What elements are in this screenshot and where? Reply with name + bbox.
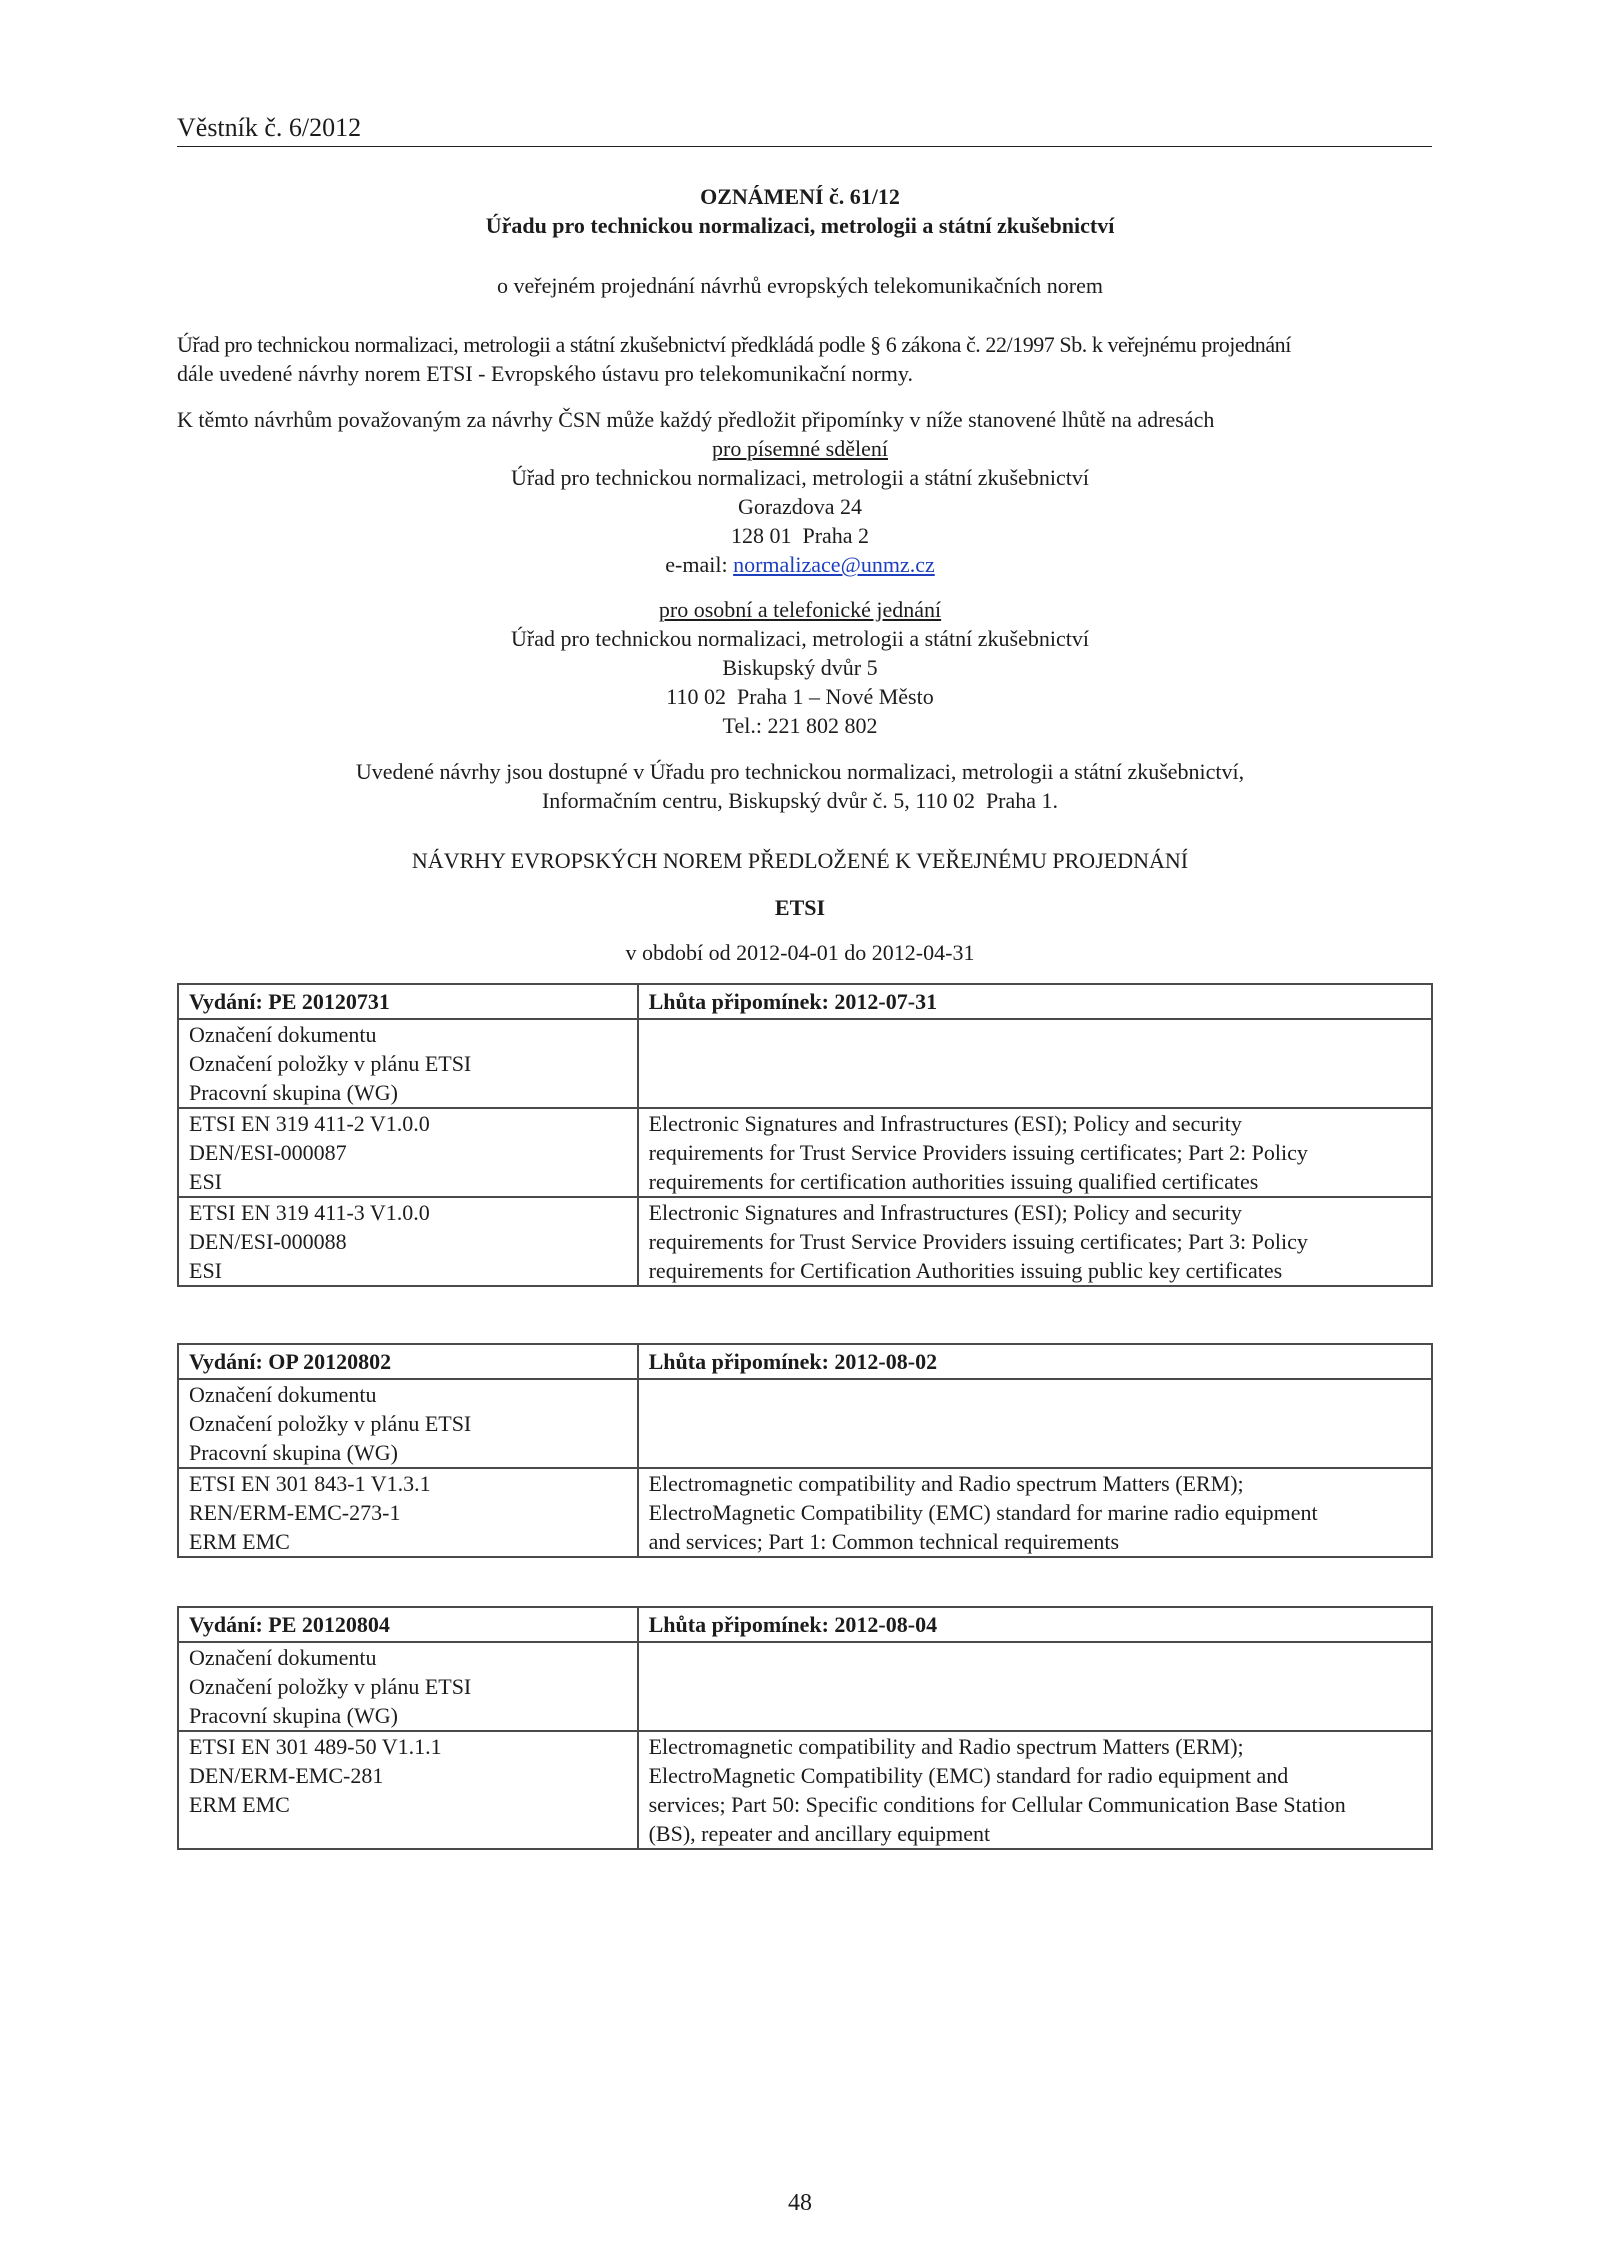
legend-working-group: Pracovní skupina (WG): [189, 1703, 398, 1728]
working-group: ERM EMC: [189, 1792, 290, 1817]
email-prefix: e-mail:: [665, 552, 734, 577]
document-id: ETSI EN 319 411-3 V1.0.0: [189, 1200, 430, 1225]
issue-table-1: [177, 983, 1433, 1287]
personal-address-block: [0, 595, 1600, 740]
page-number: 48: [788, 2190, 812, 2216]
written-email-line: [0, 550, 1600, 579]
availability-line-1: Uvedené návrhy jsou dostupné v Úřadu pro technickou normalizaci, metrologii a státní zkušebnictví,: [355, 759, 1245, 784]
document-description: Electronic Signatures and Infrastructures (ESI); Policy and security requirements for Trust Service Providers issuing certificates; Part 3: Policy requirements for Certification Authorities issuing public key certificates: [638, 1197, 1432, 1286]
legend-plan-item: Označení položky v plánu ETSI: [189, 1051, 472, 1076]
issue-label: Vydání: PE 20120731: [178, 984, 638, 1019]
document-id: ETSI EN 301 489-50 V1.1.1: [189, 1734, 442, 1759]
issue-header-row: [178, 984, 1432, 1019]
section-heading: NÁVRHY EVROPSKÝCH NOREM PŘEDLOŽENÉ K VEŘEJNÉMU PROJEDNÁNÍ: [411, 848, 1189, 873]
legend-working-group: Pracovní skupina (WG): [189, 1080, 398, 1105]
document-description: Electronic Signatures and Infrastructures (ESI); Policy and security requirements for Trust Service Providers issuing certificates; Part 2: Policy requirements for certification authorities issuing qualified certificates: [638, 1108, 1432, 1197]
issue-table-3: [177, 1606, 1433, 1850]
issue-label: Vydání: PE 20120804: [178, 1607, 638, 1642]
notice-title: OZNÁMENÍ č. 61/12: [700, 184, 900, 209]
legend-row: [178, 1642, 1432, 1731]
comments-paragraph: K těmto návrhům považovaným za návrhy ČSN může každý předložit připomínky v níže stanovené lhůtě na adresách: [177, 407, 1215, 432]
deadline-label: Lhůta připomínek: 2012-08-04: [638, 1607, 1432, 1642]
notice-issuer: Úřadu pro technickou normalizaci, metrologii a státní zkušebnictví: [485, 213, 1115, 238]
legend-plan-item: Označení položky v plánu ETSI: [189, 1674, 472, 1699]
document-description: Electromagnetic compatibility and Radio spectrum Matters (ERM); ElectroMagnetic Compatibility (EMC) standard for marine radio equipment and services; Part 1: Common technical requirements: [638, 1468, 1432, 1557]
personal-street: Biskupský dvůr 5: [722, 655, 878, 680]
working-group: ESI: [189, 1258, 222, 1283]
personal-label: pro osobní a telefonické jednání: [658, 597, 942, 622]
deadline-label: Lhůta připomínek: 2012-08-02: [638, 1344, 1432, 1379]
intro-line-2: dále uvedené návrhy norem ETSI - Evropského ústavu pro telekomunikační normy.: [177, 361, 913, 386]
notice-subtitle: o veřejném projednání návrhů evropských telekomunikačních norem: [496, 273, 1104, 298]
legend-plan-item: Označení položky v plánu ETSI: [189, 1411, 472, 1436]
header-rule: [177, 146, 1432, 147]
legend-document-id: Označení dokumentu: [189, 1645, 377, 1670]
plan-item: DEN/ESI-000088: [189, 1229, 347, 1254]
working-group: ERM EMC: [189, 1529, 290, 1554]
issue-header-row: [178, 1344, 1432, 1379]
document-id: ETSI EN 301 843-1 V1.3.1: [189, 1471, 431, 1496]
intro-line-1: Úřad pro technickou normalizaci, metrologii a státní zkušebnictví předkládá podle § 6 zákona č. 22/1997 Sb. k veřejnému projednání: [177, 332, 1291, 357]
plan-item: REN/ERM-EMC-273-1: [189, 1500, 401, 1525]
personal-org: Úřad pro technickou normalizaci, metrologii a státní zkušebnictví: [511, 626, 1089, 651]
document-id: ETSI EN 319 411-2 V1.0.0: [189, 1111, 430, 1136]
written-label: pro písemné sdělení: [712, 436, 888, 461]
deadline-label: Lhůta připomínek: 2012-07-31: [638, 984, 1432, 1019]
written-street: Gorazdova 24: [737, 494, 862, 519]
written-address-block: [0, 434, 1600, 579]
written-org: Úřad pro technickou normalizaci, metrologii a státní zkušebnictví: [511, 465, 1089, 490]
section-org: ETSI: [774, 895, 826, 920]
personal-city: 110 02 Praha 1 – Nové Město: [666, 684, 934, 709]
table-row: [178, 1731, 1432, 1849]
document-description: Electromagnetic compatibility and Radio spectrum Matters (ERM); ElectroMagnetic Compatibility (EMC) standard for radio equipment and services; Part 50: Specific conditions for Cellular Communication Base Station (BS), repeater and ancillary equipment: [638, 1731, 1432, 1849]
availability-paragraph: [0, 757, 1600, 815]
legend-row: [178, 1379, 1432, 1468]
legend-working-group: Pracovní skupina (WG): [189, 1440, 398, 1465]
working-group: ESI: [189, 1169, 222, 1194]
running-header: Věstník č. 6/2012: [177, 113, 362, 142]
plan-item: DEN/ESI-000087: [189, 1140, 347, 1165]
issue-label: Vydání: OP 20120802: [178, 1344, 638, 1379]
personal-phone: Tel.: 221 802 802: [722, 713, 878, 738]
table-row: [178, 1197, 1432, 1286]
table-row: [178, 1468, 1432, 1557]
legend-row: [178, 1019, 1432, 1108]
table-row: [178, 1108, 1432, 1197]
intro-paragraph: [177, 330, 1433, 388]
email-link[interactable]: normalizace@unmz.cz: [733, 552, 935, 577]
written-city: 128 01 Praha 2: [730, 523, 870, 548]
section-period: v období od 2012-04-01 do 2012-04-31: [625, 940, 975, 965]
legend-document-id: Označení dokumentu: [189, 1382, 377, 1407]
issue-table-2: [177, 1343, 1433, 1558]
issue-header-row: [178, 1607, 1432, 1642]
plan-item: DEN/ERM-EMC-281: [189, 1763, 384, 1788]
availability-line-2: Informačním centru, Biskupský dvůr č. 5, 110 02 Praha 1.: [541, 788, 1059, 813]
legend-document-id: Označení dokumentu: [189, 1022, 377, 1047]
